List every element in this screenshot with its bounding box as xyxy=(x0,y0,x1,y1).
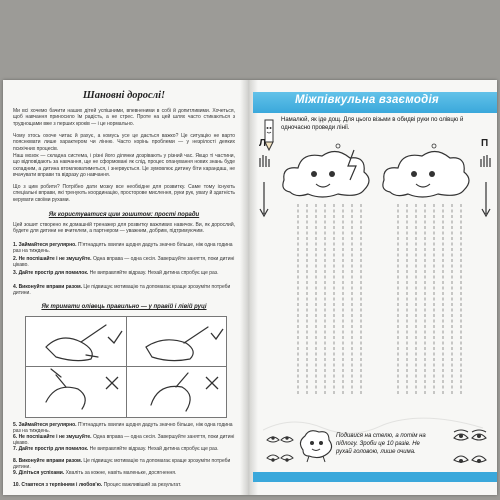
intro-paragraph-2: Чому хтось охоче читає й рахує, а комусь усе це дається важко? Це ситуацію не варто пояснювати лише характером чи лінню. Часто корінь проблеми — у незрілості деяких психічних процесів. xyxy=(13,133,235,152)
tip-title: Не поспішайте і не змушуйте. xyxy=(18,256,92,262)
tip-2 xyxy=(13,256,235,269)
left-down-arrow-icon xyxy=(257,180,271,220)
tip-number: 1. xyxy=(13,242,18,248)
tip-title: Займайтеся регулярно. xyxy=(18,242,77,248)
tip-number: 7. xyxy=(13,446,18,452)
tip-title: Виконуйте вправи разом. xyxy=(18,284,83,290)
tip-title: Займайтеся регулярно. xyxy=(18,422,77,428)
book-spread xyxy=(3,80,497,495)
tip-number: 8. xyxy=(13,458,18,464)
tip-text: Одна вправа — одна сесія. Завершуйте заняття, поки дитині цікаво. xyxy=(13,434,235,447)
tip-text: Процес важливіший за результат. xyxy=(103,482,182,488)
tip-title: Дайте простір для помилок. xyxy=(18,446,89,452)
right-hand-label: П xyxy=(481,138,489,149)
intro-paragraph-1: Ми всі хочемо бачити наших дітей успішними, впевненими в собі й допитливими. Хочеться, щоб навчання приносило їм радість, а не стрес. Проте на цей шлях часто стикаються з труднощами вже з перших кроків — і це нормально. xyxy=(13,108,235,127)
tip-number: 3. xyxy=(13,270,18,276)
eyes-up-icon xyxy=(265,428,295,468)
brain-mascot-icon xyxy=(297,428,335,464)
tip-8 xyxy=(13,458,235,471)
tip-3 xyxy=(13,270,235,276)
how-to-intro: Цей зошит створено як домашній тренажер для розвитку важливих навичок. Ви, як дорослий, будете для дитини не вчителем, а партнером — уважним, добрим, підтримуючим. xyxy=(13,222,235,235)
tip-number: 4. xyxy=(13,284,18,290)
tip-number: 5. xyxy=(13,422,18,428)
rain-tracing-lines xyxy=(278,198,478,398)
tip-text: П'ятнадцять хвилин щодня дадуть значно більше, ніж одна година раз на тиждень. xyxy=(13,242,233,255)
tip-1 xyxy=(13,242,235,255)
eyes-down-icon xyxy=(451,424,489,472)
task-instruction: Намалюй, як іде дощ. Для цього візьми в обидві руки по олівцю й одночасно проведи лінії. xyxy=(281,117,464,131)
tip-text: Одна вправа — одна сесія. Завершуйте заняття, поки дитині цікаво. xyxy=(13,256,235,269)
tip-6 xyxy=(13,434,235,447)
banner-title: Міжпівкульна взаємодія xyxy=(295,94,439,106)
how-to-heading: Як користуватися цим зошитом: прості поради xyxy=(48,212,200,218)
tip-title: Не поспішайте і не змушуйте. xyxy=(18,434,92,440)
tip-title: Виконуйте вправи разом. xyxy=(18,458,83,464)
pencil-heading: Як тримати олівець правильно — у правій і лівій руці xyxy=(41,304,207,310)
tip-10 xyxy=(13,482,235,488)
tip-7 xyxy=(13,446,235,452)
tip-text: Це підвищує мотивацію та допомагає краще зрозуміти потреби дитини. xyxy=(13,458,231,471)
tip-4 xyxy=(13,284,235,297)
tip-text: Не виправляйте відразу. Нехай дитина спробує ще раз. xyxy=(89,446,219,452)
tip-9 xyxy=(13,470,235,476)
title-banner xyxy=(253,92,497,113)
tip-number: 2. xyxy=(13,256,18,262)
tip-text: Хваліть за кожне, навіть маленьке, досягнення. xyxy=(65,470,177,476)
left-hand-icon xyxy=(257,152,271,168)
footer-band xyxy=(253,472,497,482)
right-down-arrow-icon xyxy=(479,180,493,220)
eye-exercise-instruction: Подивися на стелю, а потім на підлогу. Зроби це 10 разів. Не рухай головою, лише очима. xyxy=(336,433,426,455)
tip-text: Не виправляйте відразу. Нехай дитина спробує ще раз. xyxy=(89,270,219,276)
intro-paragraph-4: Що з цим робити? Потрібно дати мозку все необхідне для розвитку. Саме тому існують спеціальні вправи, які тренують координацію, просторове мислення, руки рук, увагу й здатність керувати своїми рухами. xyxy=(13,184,235,203)
hand-drawings xyxy=(26,317,226,417)
left-hand-label: Л xyxy=(259,138,267,149)
pencil-grip-illustrations xyxy=(25,316,227,418)
tip-5 xyxy=(13,422,235,435)
tip-text: П'ятнадцять хвилин щодня дадуть значно більше, ніж одна година раз на тиждень. xyxy=(13,422,233,435)
tip-title: Діліться успіхами. xyxy=(18,470,65,476)
left-page xyxy=(3,80,245,495)
tip-title: Ставтеся з терпінням і любов'ю. xyxy=(21,482,103,488)
tip-number: 6. xyxy=(13,434,18,440)
tip-number: 10. xyxy=(13,482,20,488)
tip-number: 9. xyxy=(13,470,18,476)
left-page-title: Шановні дорослі! xyxy=(82,90,166,101)
right-page xyxy=(253,80,497,495)
tip-title: Дайте простір для помилок. xyxy=(18,270,89,276)
right-hand-icon xyxy=(479,152,493,168)
tip-text: Це підвищує мотивацію та допомагає краще зрозуміти потреби дитини. xyxy=(13,284,231,297)
intro-paragraph-3: Наш мозок — складна система, і різні його ділянки дозрівають у різний час. Якщо ті частини, що відповідають за навчання, ще не сформовані як слід, процес опанування нових знань буде складним, а дитина втомлюватиметься, і знервується. Це зумовлює дитину біти карандаш, не вчачувати вправи та відразу до навчання. xyxy=(13,153,235,179)
